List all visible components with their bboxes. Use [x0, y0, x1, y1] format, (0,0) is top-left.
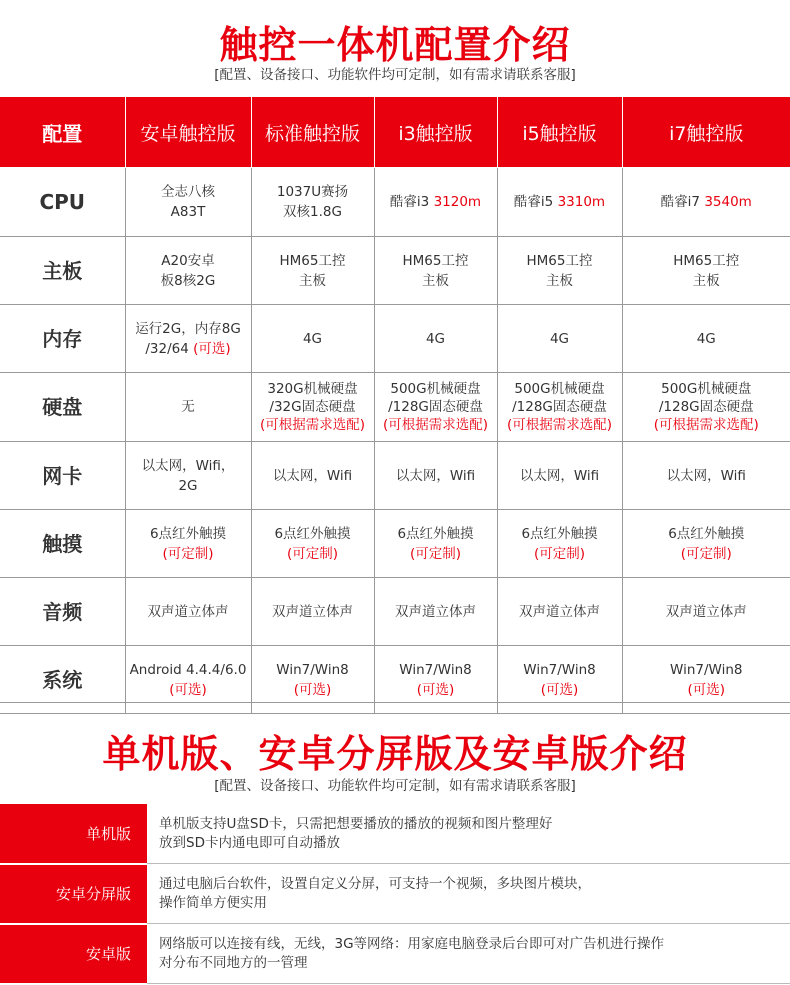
cell-highlight: (可定制)	[409, 545, 462, 562]
section2-subtitle: [配置、设备接口、功能软件均可定制，如有需求请联系客服]	[214, 778, 576, 794]
table-row	[0, 373, 790, 442]
cell-text: Win7/Win8	[523, 661, 596, 678]
cell-line	[377, 660, 495, 680]
cell-line	[128, 271, 249, 291]
table-cell	[497, 442, 622, 510]
table-cell	[622, 442, 790, 510]
cell-line	[128, 544, 249, 564]
cell-highlight: (可选)	[540, 681, 579, 698]
table-cell	[251, 646, 374, 714]
header-standard-touch: 标准触控版	[251, 97, 374, 168]
cell-highlight: (可定制)	[286, 545, 339, 562]
table-row	[0, 646, 790, 714]
table-cell	[251, 373, 374, 442]
cell-text: 运行2G，内存8G	[135, 320, 241, 337]
cell-line	[254, 182, 372, 202]
cell-text: 以太网，Wifi，	[141, 457, 235, 474]
cell-highlight: (可定制)	[533, 545, 586, 562]
row-label: 内存	[0, 305, 125, 373]
cell-text: 6点红外触摸	[668, 525, 745, 542]
cell-text: 500G机械硬盘	[514, 381, 605, 397]
cell-line	[128, 339, 249, 359]
cell-text: HM65工控	[402, 252, 469, 269]
cell-highlight: 3120m	[433, 194, 482, 210]
cell-line	[625, 466, 789, 486]
cell-line	[625, 602, 789, 622]
version-row	[0, 864, 790, 924]
table-cell	[125, 373, 251, 442]
cell-line	[625, 380, 789, 398]
cell-line	[128, 602, 249, 622]
version-label: 单机版	[0, 804, 147, 864]
cell-line	[377, 544, 495, 564]
cell-text: 6点红外触摸	[521, 525, 598, 542]
cell-line	[625, 544, 789, 564]
table-cell	[125, 646, 251, 714]
cell-line	[128, 476, 249, 496]
cell-text: 4G	[302, 330, 323, 347]
table-cell	[125, 168, 251, 237]
table-cell	[251, 578, 374, 646]
section1-title: 触控一体机配置介绍	[219, 23, 571, 67]
table-cell	[374, 510, 497, 578]
cell-text: 6点红外触摸	[274, 525, 351, 542]
cell-line	[128, 319, 249, 339]
table-cell	[497, 510, 622, 578]
cell-line	[500, 680, 620, 700]
cell-line	[377, 602, 495, 622]
cell-line	[625, 271, 789, 291]
cell-text: 以太网，Wifi	[272, 467, 353, 484]
cell-line	[377, 192, 495, 212]
cell-line	[500, 380, 620, 398]
cell-text: HM65工控	[279, 252, 346, 269]
cell-line	[128, 251, 249, 271]
cell-text: 无	[181, 399, 195, 415]
table-cell	[497, 578, 622, 646]
cell-line	[377, 680, 495, 700]
cell-line	[377, 466, 495, 486]
cell-text: 500G机械硬盘	[390, 381, 481, 397]
cell-line	[500, 602, 620, 622]
cell-text: 1037U赛扬	[276, 184, 349, 200]
cell-line	[377, 271, 495, 291]
cell-text: /128G固态硬盘	[512, 399, 607, 415]
table-cell	[497, 373, 622, 442]
cell-line	[500, 192, 620, 212]
table-cell	[374, 578, 497, 646]
cell-text: 以太网，Wifi	[666, 467, 746, 484]
cell-text: /128G固态硬盘	[388, 399, 483, 415]
cell-text: 4G	[696, 330, 716, 347]
cell-line	[500, 271, 620, 291]
cell-line	[128, 456, 249, 476]
cell-text: 全志八核	[161, 184, 215, 200]
version-description	[147, 804, 790, 864]
cell-line	[500, 660, 620, 680]
cell-text: 6点红外触摸	[149, 525, 227, 542]
table-cell	[497, 168, 622, 237]
table-cell	[251, 168, 374, 237]
cell-highlight: (可选)	[687, 681, 726, 698]
cell-line	[254, 380, 372, 398]
table-cell	[374, 442, 497, 510]
cell-line	[500, 398, 620, 416]
cell-line	[254, 524, 372, 544]
cell-text: 以太网，Wifi	[395, 467, 476, 484]
cell-text: 双声道立体声	[147, 603, 229, 620]
cell-line	[377, 251, 495, 271]
table-cell	[622, 305, 790, 373]
cell-line	[254, 544, 372, 564]
cell-line	[500, 466, 620, 486]
cell-text: 4G	[425, 330, 446, 347]
cell-line	[128, 524, 249, 544]
cell-text: 酷睿i7	[660, 194, 705, 210]
cell-line	[625, 680, 789, 700]
cell-text: 主板	[299, 272, 326, 289]
cell-highlight: (可选)	[169, 681, 207, 698]
cell-line	[128, 660, 249, 680]
table-cell	[622, 510, 790, 578]
cell-text: A20安卓	[161, 252, 215, 269]
cell-highlight: (可定制)	[162, 545, 214, 562]
cell-text: 双核1.8G	[283, 204, 342, 220]
cell-line	[625, 251, 789, 271]
cell-text: A83T	[170, 204, 206, 220]
cell-text: HM65工控	[673, 252, 740, 269]
table-cell	[374, 646, 497, 714]
row-label: 主板	[0, 237, 125, 305]
cell-text: 双声道立体声	[665, 603, 747, 620]
cell-line	[500, 524, 620, 544]
table-row	[0, 305, 790, 373]
cell-line	[625, 192, 789, 212]
cell-line	[128, 202, 249, 222]
cell-line	[500, 251, 620, 271]
cell-line	[254, 202, 372, 222]
config-table	[0, 97, 790, 714]
table-cell	[622, 373, 790, 442]
header-android-touch: 安卓触控版	[125, 97, 251, 168]
cell-line	[377, 524, 495, 544]
cell-line	[254, 271, 372, 291]
cell-text: 500G机械硬盘	[661, 381, 752, 397]
table-cell	[125, 510, 251, 578]
cell-line	[625, 660, 789, 680]
cell-text: 酷睿i3	[389, 194, 434, 210]
cell-line	[254, 466, 372, 486]
cell-line	[254, 416, 372, 434]
table-row	[0, 237, 790, 305]
cell-text: 主板	[692, 272, 720, 289]
cell-text: 6点红外触摸	[397, 525, 474, 542]
version-description	[147, 864, 790, 924]
table-cell	[497, 237, 622, 305]
cell-line	[500, 416, 620, 434]
cell-highlight: 3310m	[557, 194, 606, 210]
table-cell	[125, 305, 251, 373]
row-label: 网卡	[0, 442, 125, 510]
cell-line	[625, 398, 789, 416]
row-label: 音频	[0, 578, 125, 646]
table-cell	[125, 442, 251, 510]
cell-text: Win7/Win8	[276, 661, 349, 678]
description-line: 放到SD卡内通电即可自动播放	[159, 834, 340, 851]
cell-text: 主板	[422, 272, 449, 289]
cell-line	[377, 416, 495, 434]
row-label: 触摸	[0, 510, 125, 578]
table-cell	[622, 168, 790, 237]
header-i5-touch: i5触控版	[497, 97, 622, 168]
cell-highlight: (可选)	[193, 340, 231, 357]
table-cell	[374, 168, 497, 237]
description-line: 网络版可以连接有线，无线，3G等网络：用家庭电脑登录后台即可对广告机进行操作	[159, 935, 665, 952]
version-label: 安卓分屏版	[0, 864, 147, 924]
version-row	[0, 924, 790, 984]
cell-line	[128, 680, 249, 700]
cell-highlight: (可根据需求选配)	[506, 417, 613, 433]
header-i7-touch: i7触控版	[622, 97, 790, 168]
cell-text: Android 4.4.4/6.0	[129, 661, 247, 678]
table-row	[0, 578, 790, 646]
cell-line	[254, 602, 372, 622]
table-cell	[374, 305, 497, 373]
cell-line	[625, 329, 789, 349]
cell-text: Win7/Win8	[399, 661, 472, 678]
cell-line	[254, 251, 372, 271]
cell-text: Win7/Win8	[670, 661, 743, 678]
cell-line	[254, 660, 372, 680]
version-row	[0, 804, 790, 864]
table-cell	[251, 305, 374, 373]
cell-line	[128, 182, 249, 202]
versions-table	[0, 804, 790, 985]
cell-text: /128G固态硬盘	[658, 399, 754, 415]
table-cell	[374, 373, 497, 442]
table-cell	[251, 237, 374, 305]
table-cell	[125, 237, 251, 305]
description-line: 操作简单方便实用	[159, 894, 267, 911]
table-cell	[251, 442, 374, 510]
table-cell	[125, 578, 251, 646]
cell-line	[377, 329, 495, 349]
cell-text: HM65工控	[526, 252, 593, 269]
description-line: 单机版支持U盘SD卡，只需把想要播放的播放的视频和图片整理好	[159, 815, 553, 832]
table-cell	[374, 237, 497, 305]
row-label: CPU	[0, 168, 125, 237]
cell-highlight: (可根据需求选配)	[382, 417, 489, 433]
cell-text: 2G	[178, 477, 198, 494]
table-row	[0, 168, 790, 237]
cell-line	[128, 397, 249, 417]
cell-text: 以太网，Wifi	[519, 467, 600, 484]
cell-line	[625, 416, 789, 434]
cell-text: 320G机械硬盘	[267, 381, 358, 397]
section1-subtitle: [配置、设备接口、功能软件均可定制，如有需求请联系客服]	[214, 67, 576, 83]
description-line: 通过电脑后台软件，设置自定义分屏，可支持一个视频，多块图片模块，	[159, 875, 591, 892]
table-row	[0, 510, 790, 578]
cell-text: 板8核2G	[160, 272, 216, 289]
header-i3-touch: i3触控版	[374, 97, 497, 168]
cell-line	[254, 680, 372, 700]
cell-line	[254, 398, 372, 416]
table-cell	[497, 646, 622, 714]
cell-highlight: (可定制)	[680, 545, 732, 562]
cell-highlight: (可根据需求选配)	[259, 417, 366, 433]
cell-line	[254, 329, 372, 349]
config-table-header	[0, 97, 790, 168]
cell-line	[625, 524, 789, 544]
cell-text: 双声道立体声	[395, 603, 476, 620]
row-label: 硬盘	[0, 373, 125, 442]
table-bottom-border	[0, 702, 790, 703]
version-label: 安卓版	[0, 924, 147, 984]
cell-highlight: (可根据需求选配)	[653, 417, 759, 433]
cell-text: 4G	[549, 330, 570, 347]
table-cell	[622, 578, 790, 646]
cell-line	[377, 380, 495, 398]
cell-highlight: 3540m	[704, 194, 752, 210]
cell-text: /32/64	[145, 340, 194, 357]
cell-text: 双声道立体声	[272, 603, 353, 620]
cell-text: 双声道立体声	[519, 603, 600, 620]
cell-line	[377, 398, 495, 416]
row-label: 系统	[0, 646, 125, 714]
cell-line	[500, 329, 620, 349]
cell-text: /32G固态硬盘	[269, 399, 356, 415]
cell-highlight: (可选)	[416, 681, 455, 698]
table-cell	[251, 510, 374, 578]
table-cell	[497, 305, 622, 373]
cell-text: 主板	[546, 272, 573, 289]
table-cell	[622, 237, 790, 305]
version-description	[147, 924, 790, 984]
cell-text: 酷睿i5	[513, 194, 558, 210]
description-line: 对分布不同地方的一管理	[159, 954, 308, 971]
table-row	[0, 442, 790, 510]
cell-highlight: (可选)	[293, 681, 332, 698]
table-cell	[622, 646, 790, 714]
header-config: 配置	[0, 97, 125, 168]
cell-line	[500, 544, 620, 564]
section2-title: 单机版、安卓分屏版及安卓版介绍	[102, 732, 688, 776]
